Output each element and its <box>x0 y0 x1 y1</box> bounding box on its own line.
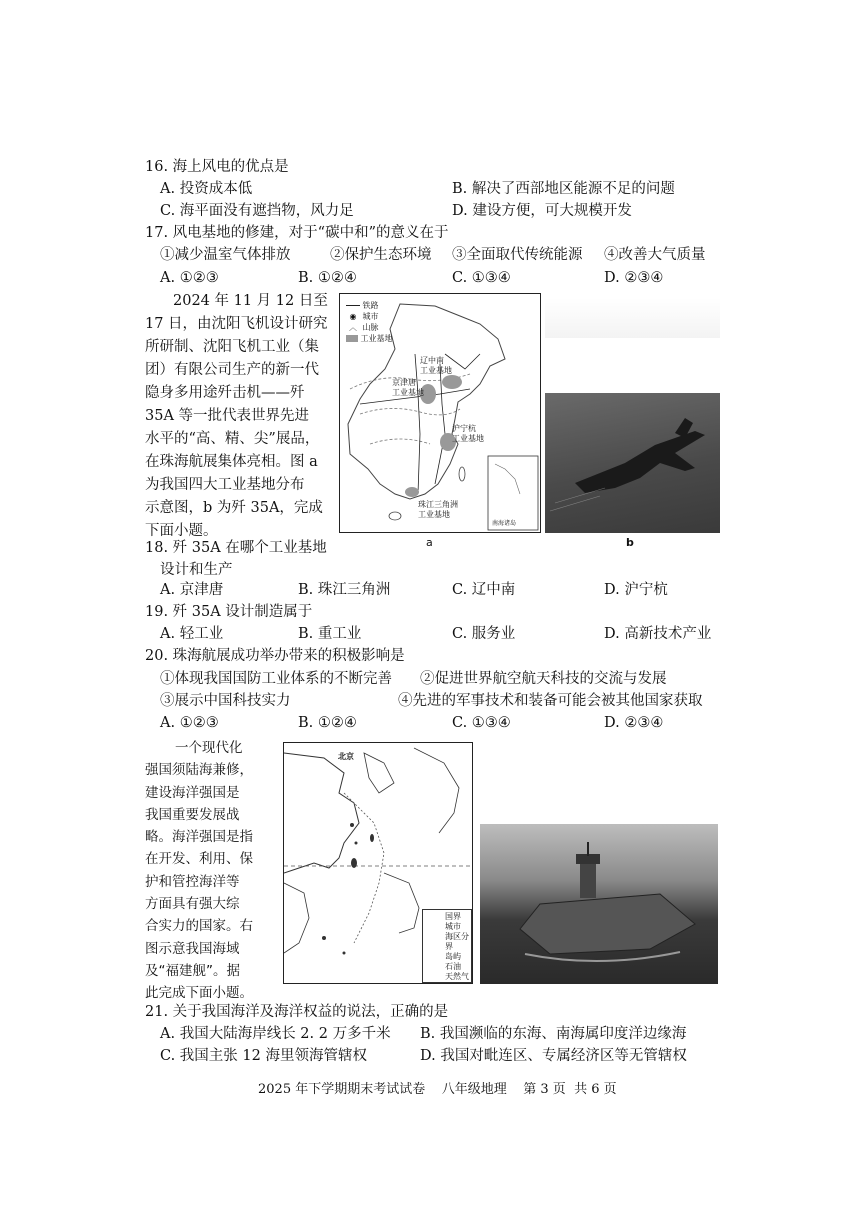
passage-1-line: 为我国四大工业基地分布 <box>145 477 305 493</box>
q20-option-a[interactable]: A. ①②③ <box>160 715 219 731</box>
q20-item-2: ②促进世界航空航天科技的交流与发展 <box>420 671 667 687</box>
aircraft-carrier-icon <box>480 824 718 984</box>
q16-option-a[interactable]: A. 投资成本低 <box>160 181 253 197</box>
q20-item-1: ①体现我国国防工业体系的不断完善 <box>160 671 392 687</box>
legend-industrial-base: 工业基地 <box>360 334 393 343</box>
legend-border: 国界 <box>445 912 461 921</box>
passage-2-line: 在开发、利用、保 <box>145 851 253 868</box>
passage-2-line: 我国重要发展战 <box>145 806 240 823</box>
q19-option-c[interactable]: C. 服务业 <box>452 626 516 642</box>
q16-option-c[interactable]: C. 海平面没有遮挡物，风力足 <box>160 203 354 219</box>
label-jingjintang: 京津唐 工业基地 <box>392 378 424 397</box>
q19-option-d[interactable]: D. 高新技术产业 <box>604 626 712 642</box>
map-a-legend: 铁路 ◉ 城市 ︿ 山脉 工业基地 <box>346 300 393 344</box>
q19-option-b[interactable]: B. 重工业 <box>298 626 362 642</box>
q20-option-b[interactable]: B. ①②④ <box>298 715 357 731</box>
q18-stem-line-1: 18. 歼 35A 在哪个工业基地 <box>145 540 327 556</box>
passage-2-line: 强国须陆海兼修， <box>145 762 253 779</box>
q21-option-d[interactable]: D. 我国对毗连区、专属经济区等无管辖权 <box>420 1048 687 1064</box>
q17-option-a[interactable]: A. ①②③ <box>160 270 219 286</box>
legend-oil: 石油 <box>445 962 461 971</box>
fighter-jet-icon <box>545 393 720 533</box>
label-zhujiang: 珠江三角洲 工业基地 <box>418 500 458 519</box>
passage-1-line: 在珠海航展集体亮相。图 a <box>145 454 318 470</box>
passage-1-line: 所研制、沈阳飞机工业（集 <box>145 339 319 355</box>
label-liaozhongnan: 辽中南 工业基地 <box>420 356 452 375</box>
legend-mountain: 山脉 <box>362 323 379 332</box>
legend-gas: 天然气 <box>445 972 469 981</box>
q21-stem: 21. 关于我国海洋及海洋权益的说法，正确的是 <box>145 1004 449 1020</box>
label-nanhai-islands: 南海诸岛 <box>492 520 517 527</box>
legend-city: 城市 <box>362 312 379 321</box>
q17-item-4: ④改善大气质量 <box>604 247 706 263</box>
q18-option-b[interactable]: B. 珠江三角洲 <box>298 582 391 598</box>
sea-territory-map <box>283 742 473 984</box>
q17-stem: 17. 风电基地的修建，对于“碳中和”的意义在于 <box>145 225 449 241</box>
figure-a-caption: a <box>426 536 433 549</box>
q17-item-3: ③全面取代传统能源 <box>452 247 583 263</box>
q16-option-b[interactable]: B. 解决了西部地区能源不足的问题 <box>452 181 675 197</box>
passage-1-line: 水平的“高、精、尖”展品， <box>145 431 320 447</box>
q17-option-d[interactable]: D. ②③④ <box>604 270 664 286</box>
passage-2-line: 方面具有强大综 <box>145 896 240 913</box>
sea-map-legend <box>422 909 472 983</box>
q21-option-b[interactable]: B. 我国濒临的东海、南海属印度洋边缘海 <box>420 1026 687 1042</box>
zhujiang-base <box>405 487 419 497</box>
passage-2-line: 一个现代化 <box>175 740 243 756</box>
q19-stem: 19. 歼 35A 设计制造属于 <box>145 604 313 620</box>
q17-item-1: ①减少温室气体排放 <box>160 247 291 263</box>
q20-item-3: ③展示中国科技实力 <box>160 693 291 709</box>
q18-option-c[interactable]: C. 辽中南 <box>452 582 516 598</box>
q21-option-c[interactable]: C. 我国主张 12 海里领海管辖权 <box>160 1048 367 1064</box>
figure-b-caption: b <box>626 536 634 549</box>
liaozhongnan-base <box>442 375 462 389</box>
passage-1-line: 下面小题。 <box>145 523 218 539</box>
q20-option-c[interactable]: C. ①③④ <box>452 715 511 731</box>
label-beijing: 北京 <box>338 752 354 761</box>
passage-1-line: 17 日，由沈阳飞机设计研究 <box>145 316 328 332</box>
passage-1 <box>145 290 328 543</box>
passage-1-line: 35A 等一批代表世界先进 <box>145 408 310 424</box>
passage-2-line: 及“福建舰”。据 <box>145 962 240 979</box>
fujian-carrier-photo <box>480 824 718 984</box>
q18-option-d[interactable]: D. 沪宁杭 <box>604 582 668 598</box>
passage-2-line: 护和管控海洋等 <box>145 873 240 890</box>
photo-sky-top <box>545 298 720 338</box>
page-footer: 2025 年下学期期末考试试卷 八年级地理 第 3 页 共 6 页 <box>258 1082 617 1097</box>
j35a-photo <box>545 393 720 533</box>
industrial-base-map <box>339 293 541 533</box>
q16-option-d[interactable]: D. 建设方便，可大规模开发 <box>452 203 632 219</box>
q18-option-a[interactable]: A. 京津唐 <box>160 582 224 598</box>
passage-1-line: 2024 年 11 月 12 日至 <box>173 293 328 309</box>
passage-1-line: 团）有限公司生产的新一代 <box>145 362 319 378</box>
q20-stem: 20. 珠海航展成功举办带来的积极影响是 <box>145 648 405 664</box>
passage-2-line: 建设海洋强国是 <box>145 784 240 801</box>
legend-island: 岛屿 <box>445 952 461 961</box>
passage-2-line: 略。海洋强国是指 <box>145 829 253 846</box>
q18-stem-line-2: 设计和生产 <box>160 562 233 578</box>
q17-option-c[interactable]: C. ①③④ <box>452 270 511 286</box>
q20-item-4: ④先进的军事技术和装备可能会被其他国家获取 <box>398 693 703 709</box>
q20-option-d[interactable]: D. ②③④ <box>604 715 664 731</box>
q21-option-a[interactable]: A. 我国大陆海岸线长 2. 2 万多千米 <box>160 1026 391 1042</box>
legend-railway: 铁路 <box>362 301 379 310</box>
label-huningshang: 沪宁杭 工业基地 <box>452 424 484 443</box>
legend-sea-boundary: 海区分界 <box>445 932 469 951</box>
passage-2 <box>145 737 253 1005</box>
passage-2-line: 合实力的国家。右 <box>145 918 253 935</box>
q19-option-a[interactable]: A. 轻工业 <box>160 626 224 642</box>
passage-1-line: 隐身多用途歼击机——歼 <box>145 385 305 401</box>
q17-option-b[interactable]: B. ①②④ <box>298 270 357 286</box>
passage-2-line: 图示意我国海域 <box>145 940 240 957</box>
legend-city: 城市 <box>445 922 461 931</box>
q17-item-2: ②保护生态环境 <box>330 247 432 263</box>
passage-2-line: 此完成下面小题。 <box>145 985 253 1002</box>
passage-1-line: 示意图，b 为歼 35A，完成 <box>145 500 323 516</box>
q16-stem: 16. 海上风电的优点是 <box>145 159 289 175</box>
